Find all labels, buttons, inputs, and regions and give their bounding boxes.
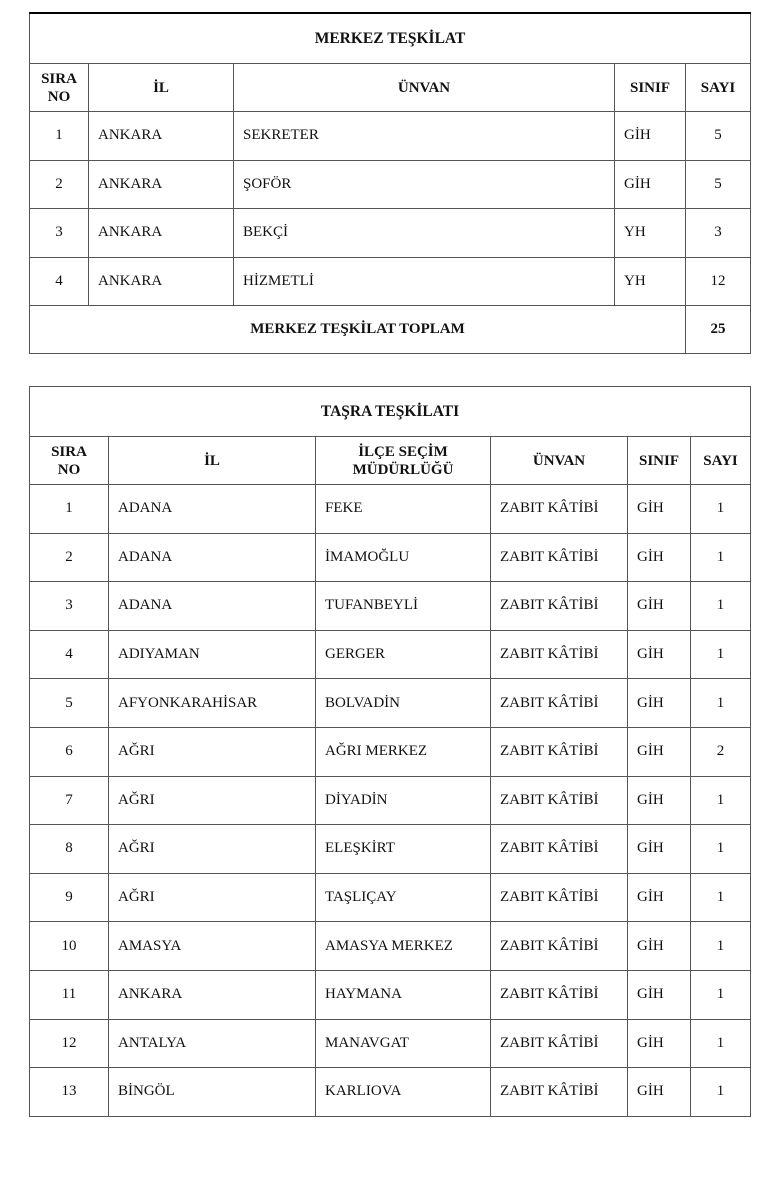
cell-sayi: 5 — [686, 112, 751, 161]
cell-no: 2 — [30, 160, 89, 209]
cell-il: ANKARA — [89, 209, 234, 258]
cell-unvan: ZABIT KÂTİBİ — [491, 727, 628, 776]
cell-no: 1 — [30, 485, 109, 534]
cell-sinif: GİH — [628, 970, 691, 1019]
cell-il: ADANA — [109, 533, 316, 582]
cell-unvan: ZABIT KÂTİBİ — [491, 970, 628, 1019]
cell-sinif: GİH — [615, 160, 686, 209]
header-unvan: ÜNVAN — [491, 437, 628, 485]
table-title-row — [30, 387, 751, 437]
cell-il: ADANA — [109, 582, 316, 631]
cell-sayi: 1 — [691, 1019, 751, 1068]
cell-unvan: ZABIT KÂTİBİ — [491, 582, 628, 631]
cell-il: ANTALYA — [109, 1019, 316, 1068]
header-unvan: ÜNVAN — [234, 64, 615, 112]
table-row — [30, 1019, 751, 1068]
cell-unvan: ZABIT KÂTİBİ — [491, 776, 628, 825]
cell-no: 9 — [30, 873, 109, 922]
cell-sayi: 1 — [691, 679, 751, 728]
cell-sinif: GİH — [628, 922, 691, 971]
header-ilce-line1: İLÇE SEÇİM — [358, 443, 448, 460]
cell-il: AĞRI — [109, 727, 316, 776]
cell-ilce: MANAVGAT — [316, 1019, 491, 1068]
cell-no: 11 — [30, 970, 109, 1019]
cell-sinif: GİH — [628, 727, 691, 776]
cell-ilce: TAŞLIÇAY — [316, 873, 491, 922]
table-row — [30, 533, 751, 582]
table-row — [30, 257, 751, 306]
cell-no: 7 — [30, 776, 109, 825]
cell-ilce: İMAMOĞLU — [316, 533, 491, 582]
cell-no: 3 — [30, 209, 89, 258]
cell-il: AFYONKARAHİSAR — [109, 679, 316, 728]
table-row — [30, 1068, 751, 1117]
cell-sayi: 1 — [691, 873, 751, 922]
total-value: 25 — [686, 306, 751, 354]
cell-sayi: 3 — [686, 209, 751, 258]
cell-no: 1 — [30, 112, 89, 161]
total-label: MERKEZ TEŞKİLAT TOPLAM — [30, 306, 686, 354]
header-row — [30, 64, 751, 112]
table-row — [30, 679, 751, 728]
table-row — [30, 112, 751, 161]
cell-unvan: ZABIT KÂTİBİ — [491, 1019, 628, 1068]
cell-unvan: ZABIT KÂTİBİ — [491, 825, 628, 874]
cell-sinif: GİH — [628, 582, 691, 631]
cell-sayi: 12 — [686, 257, 751, 306]
header-sira-label: SIRA — [51, 443, 87, 460]
header-sira-label: SIRA — [41, 70, 77, 87]
table-row — [30, 776, 751, 825]
merkez-teskilat-table — [29, 12, 751, 354]
cell-no: 10 — [30, 922, 109, 971]
table-row — [30, 630, 751, 679]
cell-no: 3 — [30, 582, 109, 631]
table-title: MERKEZ TEŞKİLAT — [30, 13, 751, 64]
cell-ilce: BOLVADİN — [316, 679, 491, 728]
cell-no: 4 — [30, 630, 109, 679]
header-no-label: NO — [47, 88, 71, 105]
cell-sinif: GİH — [628, 533, 691, 582]
cell-sayi: 1 — [691, 533, 751, 582]
cell-sayi: 1 — [691, 582, 751, 631]
cell-no: 13 — [30, 1068, 109, 1117]
cell-ilce: HAYMANA — [316, 970, 491, 1019]
cell-unvan: ZABIT KÂTİBİ — [491, 485, 628, 534]
cell-il: ANKARA — [109, 970, 316, 1019]
cell-no: 5 — [30, 679, 109, 728]
table-row — [30, 582, 751, 631]
cell-sinif: GİH — [628, 1068, 691, 1117]
cell-sayi: 1 — [691, 970, 751, 1019]
total-row — [30, 306, 751, 354]
cell-il: ANKARA — [89, 257, 234, 306]
cell-il: ADIYAMAN — [109, 630, 316, 679]
header-row — [30, 437, 751, 485]
cell-il: ADANA — [109, 485, 316, 534]
cell-ilce: ELEŞKİRT — [316, 825, 491, 874]
cell-sayi: 1 — [691, 922, 751, 971]
cell-sinif: GİH — [615, 112, 686, 161]
cell-unvan: ZABIT KÂTİBİ — [491, 533, 628, 582]
cell-il: AĞRI — [109, 873, 316, 922]
cell-sinif: GİH — [628, 776, 691, 825]
cell-il: AĞRI — [109, 776, 316, 825]
cell-sayi: 2 — [691, 727, 751, 776]
cell-sinif: GİH — [628, 630, 691, 679]
header-il: İL — [89, 64, 234, 112]
cell-sinif: GİH — [628, 485, 691, 534]
header-sayi: SAYI — [691, 437, 751, 485]
header-sinif: SINIF — [628, 437, 691, 485]
cell-sinif: YH — [615, 209, 686, 258]
cell-unvan: HİZMETLİ — [234, 257, 615, 306]
cell-unvan: ZABIT KÂTİBİ — [491, 1068, 628, 1117]
cell-il: ANKARA — [89, 112, 234, 161]
tasra-teskilati-table — [29, 386, 751, 1117]
cell-sayi: 1 — [691, 1068, 751, 1117]
cell-ilce: AĞRI MERKEZ — [316, 727, 491, 776]
header-il: İL — [109, 437, 316, 485]
cell-unvan: ŞOFÖR — [234, 160, 615, 209]
cell-ilce: DİYADİN — [316, 776, 491, 825]
table-title: TAŞRA TEŞKİLATI — [30, 387, 751, 437]
header-ilce — [316, 437, 491, 485]
table-row — [30, 970, 751, 1019]
cell-ilce: GERGER — [316, 630, 491, 679]
cell-sinif: GİH — [628, 873, 691, 922]
cell-unvan: ZABIT KÂTİBİ — [491, 922, 628, 971]
cell-unvan: BEKÇİ — [234, 209, 615, 258]
header-sayi: SAYI — [686, 64, 751, 112]
cell-no: 2 — [30, 533, 109, 582]
cell-sayi: 5 — [686, 160, 751, 209]
cell-no: 12 — [30, 1019, 109, 1068]
cell-unvan: ZABIT KÂTİBİ — [491, 630, 628, 679]
table-row — [30, 825, 751, 874]
table-row — [30, 922, 751, 971]
cell-unvan: ZABIT KÂTİBİ — [491, 873, 628, 922]
table-row — [30, 160, 751, 209]
header-no-label: NO — [57, 461, 81, 478]
table-title-row — [30, 13, 751, 64]
table-row — [30, 727, 751, 776]
cell-ilce: KARLIOVA — [316, 1068, 491, 1117]
header-ilce-line2: MÜDÜRLÜĞÜ — [352, 461, 454, 478]
cell-no: 6 — [30, 727, 109, 776]
cell-ilce: TUFANBEYLİ — [316, 582, 491, 631]
cell-sayi: 1 — [691, 485, 751, 534]
cell-unvan: SEKRETER — [234, 112, 615, 161]
cell-unvan: ZABIT KÂTİBİ — [491, 679, 628, 728]
tasra-body — [30, 485, 751, 1117]
cell-il: BİNGÖL — [109, 1068, 316, 1117]
cell-il: ANKARA — [89, 160, 234, 209]
cell-sinif: GİH — [628, 679, 691, 728]
cell-sinif: GİH — [628, 1019, 691, 1068]
cell-ilce: AMASYA MERKEZ — [316, 922, 491, 971]
cell-no: 4 — [30, 257, 89, 306]
header-sinif: SINIF — [615, 64, 686, 112]
table-row — [30, 485, 751, 534]
cell-sayi: 1 — [691, 825, 751, 874]
table-row — [30, 209, 751, 258]
header-sira-no — [30, 437, 109, 485]
cell-no: 8 — [30, 825, 109, 874]
header-sira-no — [30, 64, 89, 112]
cell-il: AMASYA — [109, 922, 316, 971]
cell-il: AĞRI — [109, 825, 316, 874]
cell-ilce: FEKE — [316, 485, 491, 534]
cell-sinif: YH — [615, 257, 686, 306]
cell-sayi: 1 — [691, 630, 751, 679]
cell-sayi: 1 — [691, 776, 751, 825]
cell-sinif: GİH — [628, 825, 691, 874]
table-row — [30, 873, 751, 922]
